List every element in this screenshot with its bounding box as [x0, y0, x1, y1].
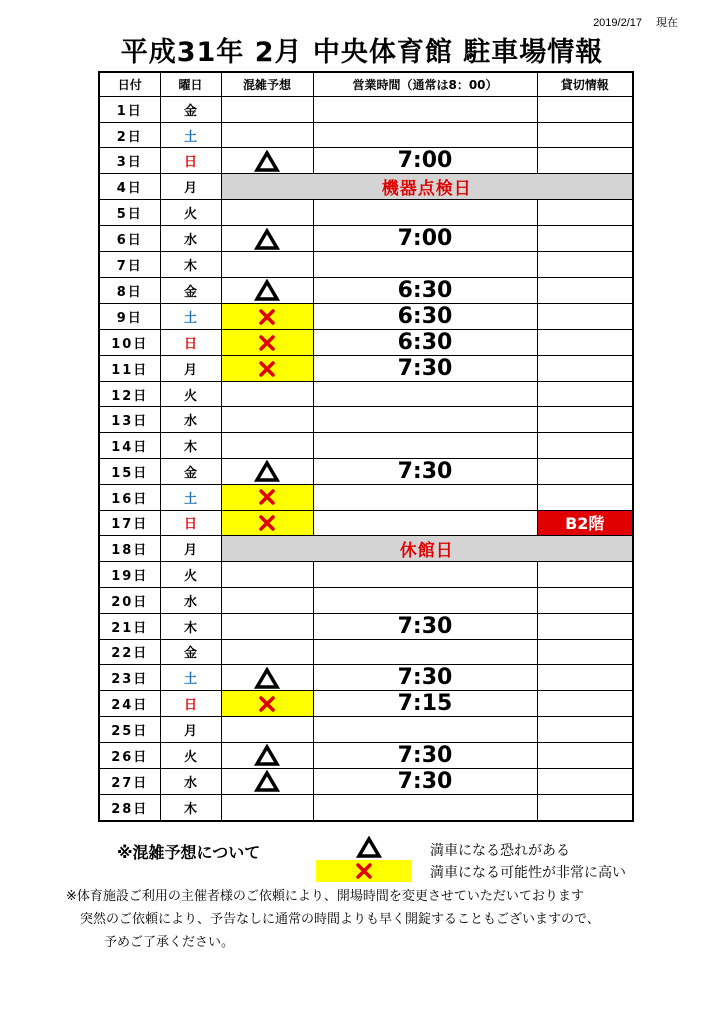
cell-day: 1日 [99, 97, 160, 123]
cell-weekday: 日 [160, 148, 221, 174]
cell-hours [313, 717, 537, 743]
x-mark-icon [257, 694, 277, 714]
cell-reserve [537, 355, 633, 381]
cell-day: 10日 [99, 329, 160, 355]
cell-congestion [221, 97, 313, 123]
table-row [99, 587, 633, 613]
table-row [99, 717, 633, 743]
cell-hours: 7:15 [313, 691, 537, 717]
table-row [99, 252, 633, 278]
cell-weekday: 日 [160, 691, 221, 717]
cell-congestion [221, 407, 313, 433]
cell-weekday: 水 [160, 768, 221, 794]
table-row [99, 768, 633, 794]
cell-hours [313, 252, 537, 278]
cell-weekday: 金 [160, 277, 221, 303]
cell-hours: 6:30 [313, 277, 537, 303]
cell-reserve [537, 433, 633, 459]
x-mark-icon [257, 513, 277, 533]
cell-congestion [221, 200, 313, 226]
cell-congestion [221, 329, 313, 355]
table-row [99, 562, 633, 588]
cell-weekday: 木 [160, 252, 221, 278]
header-weekday: 曜日 [160, 72, 221, 97]
legend-triangle-icon [356, 836, 382, 862]
table-row [99, 691, 633, 717]
triangle-icon [254, 228, 280, 250]
cell-weekday: 火 [160, 381, 221, 407]
cell-hours [313, 433, 537, 459]
x-mark-icon [257, 333, 277, 353]
cell-reserve [537, 407, 633, 433]
cell-reserve [537, 613, 633, 639]
cell-weekday: 水 [160, 587, 221, 613]
cell-reserve [537, 122, 633, 148]
cell-reserve [537, 97, 633, 123]
cell-congestion [221, 639, 313, 665]
cell-weekday: 水 [160, 407, 221, 433]
table-row [99, 381, 633, 407]
cell-reserve [537, 277, 633, 303]
header-hours: 営業時間（通常は8：00） [313, 72, 537, 97]
cell-day: 3日 [99, 148, 160, 174]
cell-closed-note: 休館日 [221, 536, 633, 562]
note-line-1: ※体育施設ご利用の主催者様のご依頼により、開場時間を変更させていただいております [66, 889, 584, 904]
page-title: 平成31年 2月 中央体育館 駐車場情報 [120, 37, 604, 68]
legend-x-icon [354, 861, 374, 881]
cell-congestion [221, 742, 313, 768]
cell-congestion [221, 562, 313, 588]
cell-weekday: 土 [160, 665, 221, 691]
cell-day: 26日 [99, 742, 160, 768]
table-row [99, 122, 633, 148]
cell-weekday: 月 [160, 717, 221, 743]
cell-reserve [537, 148, 633, 174]
cell-hours: 6:30 [313, 303, 537, 329]
cell-hours: 7:00 [313, 148, 537, 174]
cell-hours [313, 407, 537, 433]
table-row [99, 536, 633, 562]
note-line-3: 予めご了承ください。 [104, 935, 235, 950]
cell-weekday: 月 [160, 536, 221, 562]
cell-day: 18日 [99, 536, 160, 562]
table-row [99, 484, 633, 510]
cell-reserve [537, 742, 633, 768]
cell-day: 16日 [99, 484, 160, 510]
cell-weekday: 土 [160, 484, 221, 510]
cell-day: 7日 [99, 252, 160, 278]
cell-congestion [221, 717, 313, 743]
triangle-icon [254, 744, 280, 766]
legend-title: ※混雑予想について [117, 843, 261, 862]
cell-day: 8日 [99, 277, 160, 303]
cell-weekday: 火 [160, 742, 221, 768]
legend-x-swatch [316, 860, 412, 882]
cell-hours: 6:30 [313, 329, 537, 355]
cell-congestion [221, 768, 313, 794]
cell-day: 15日 [99, 458, 160, 484]
cell-day: 14日 [99, 433, 160, 459]
x-mark-icon [257, 359, 277, 379]
header-day: 日付 [99, 72, 160, 97]
triangle-icon [254, 150, 280, 172]
cell-day: 28日 [99, 794, 160, 820]
table-row [99, 226, 633, 252]
table-row [99, 510, 633, 536]
cell-day: 4日 [99, 174, 160, 200]
cell-weekday: 金 [160, 458, 221, 484]
cell-hours [313, 510, 537, 536]
cell-day: 25日 [99, 717, 160, 743]
table-row [99, 277, 633, 303]
cell-weekday: 木 [160, 613, 221, 639]
legend-x-text: 満車になる可能性が非常に高い [430, 865, 626, 881]
cell-weekday: 火 [160, 200, 221, 226]
cell-weekday: 木 [160, 794, 221, 820]
cell-hours: 7:30 [313, 742, 537, 768]
table-row [99, 97, 633, 123]
cell-hours: 7:30 [313, 613, 537, 639]
cell-congestion [221, 458, 313, 484]
legend-triangle-text: 満車になる恐れがある [430, 843, 570, 859]
triangle-icon [254, 667, 280, 689]
cell-day: 13日 [99, 407, 160, 433]
x-mark-icon [257, 307, 277, 327]
cell-reserve [537, 252, 633, 278]
header-congestion: 混雑予想 [221, 72, 313, 97]
cell-congestion [221, 148, 313, 174]
date-stamp-label: 現在 [656, 17, 678, 29]
cell-weekday: 日 [160, 329, 221, 355]
table-row [99, 303, 633, 329]
cell-hours [313, 794, 537, 820]
cell-reserve [537, 639, 633, 665]
cell-reserve [537, 665, 633, 691]
cell-congestion [221, 691, 313, 717]
cell-reserve [537, 303, 633, 329]
cell-day: 22日 [99, 639, 160, 665]
cell-weekday: 月 [160, 355, 221, 381]
cell-reserve [537, 200, 633, 226]
table-row [99, 148, 633, 174]
cell-day: 12日 [99, 381, 160, 407]
cell-congestion [221, 303, 313, 329]
cell-day: 17日 [99, 510, 160, 536]
cell-day: 11日 [99, 355, 160, 381]
cell-reserve [537, 226, 633, 252]
cell-hours: 7:30 [313, 665, 537, 691]
cell-hours [313, 639, 537, 665]
parking-schedule-table [98, 71, 634, 822]
cell-day: 19日 [99, 562, 160, 588]
cell-hours [313, 200, 537, 226]
table-row [99, 433, 633, 459]
cell-congestion [221, 252, 313, 278]
cell-weekday: 土 [160, 122, 221, 148]
triangle-icon [254, 460, 280, 482]
table-row [99, 458, 633, 484]
cell-weekday: 火 [160, 562, 221, 588]
cell-reserve [537, 768, 633, 794]
cell-hours [313, 122, 537, 148]
cell-hours: 7:30 [313, 768, 537, 794]
cell-hours [313, 562, 537, 588]
triangle-icon [254, 279, 280, 301]
cell-congestion [221, 484, 313, 510]
x-mark-icon [257, 487, 277, 507]
cell-hours [313, 587, 537, 613]
cell-reserve [537, 484, 633, 510]
cell-day: 20日 [99, 587, 160, 613]
table-row [99, 174, 633, 200]
cell-congestion [221, 587, 313, 613]
table-row [99, 794, 633, 820]
cell-weekday: 水 [160, 226, 221, 252]
table-row [99, 355, 633, 381]
table-row [99, 665, 633, 691]
cell-weekday: 木 [160, 433, 221, 459]
cell-reserve [537, 691, 633, 717]
cell-reserve [537, 587, 633, 613]
cell-weekday: 土 [160, 303, 221, 329]
cell-day: 9日 [99, 303, 160, 329]
note-line-2: 突然のご依頼により、予告なしに通常の時間よりも早く開錠することもございますので、 [80, 912, 600, 927]
triangle-icon [254, 770, 280, 792]
cell-congestion [221, 122, 313, 148]
cell-weekday: 金 [160, 97, 221, 123]
cell-congestion [221, 665, 313, 691]
cell-congestion [221, 355, 313, 381]
table-row [99, 407, 633, 433]
table-row [99, 613, 633, 639]
cell-weekday: 月 [160, 174, 221, 200]
cell-congestion [221, 277, 313, 303]
cell-hours [313, 97, 537, 123]
cell-hours: 7:30 [313, 458, 537, 484]
table-row [99, 742, 633, 768]
header-reserve: 貸切情報 [537, 72, 633, 97]
date-stamp-date: 2019/2/17 [593, 17, 642, 29]
cell-reserve [537, 458, 633, 484]
table-row [99, 200, 633, 226]
cell-day: 5日 [99, 200, 160, 226]
table-body [99, 97, 633, 821]
cell-day: 2日 [99, 122, 160, 148]
cell-hours: 7:30 [313, 355, 537, 381]
cell-weekday: 日 [160, 510, 221, 536]
cell-congestion [221, 381, 313, 407]
cell-congestion [221, 226, 313, 252]
cell-day: 27日 [99, 768, 160, 794]
cell-reserve [537, 381, 633, 407]
cell-day: 21日 [99, 613, 160, 639]
date-stamp [579, 14, 678, 30]
cell-reserve [537, 794, 633, 820]
cell-closed-note: 機器点検日 [221, 174, 633, 200]
cell-day: 6日 [99, 226, 160, 252]
cell-reserve: B2階 [537, 510, 633, 536]
table-row [99, 329, 633, 355]
cell-congestion [221, 794, 313, 820]
cell-hours [313, 484, 537, 510]
cell-reserve [537, 562, 633, 588]
cell-reserve [537, 717, 633, 743]
table-row [99, 639, 633, 665]
cell-weekday: 金 [160, 639, 221, 665]
cell-hours [313, 381, 537, 407]
cell-congestion [221, 510, 313, 536]
cell-congestion [221, 613, 313, 639]
cell-hours: 7:00 [313, 226, 537, 252]
cell-day: 23日 [99, 665, 160, 691]
cell-congestion [221, 433, 313, 459]
cell-reserve [537, 329, 633, 355]
table-header-row [99, 72, 633, 97]
cell-day: 24日 [99, 691, 160, 717]
